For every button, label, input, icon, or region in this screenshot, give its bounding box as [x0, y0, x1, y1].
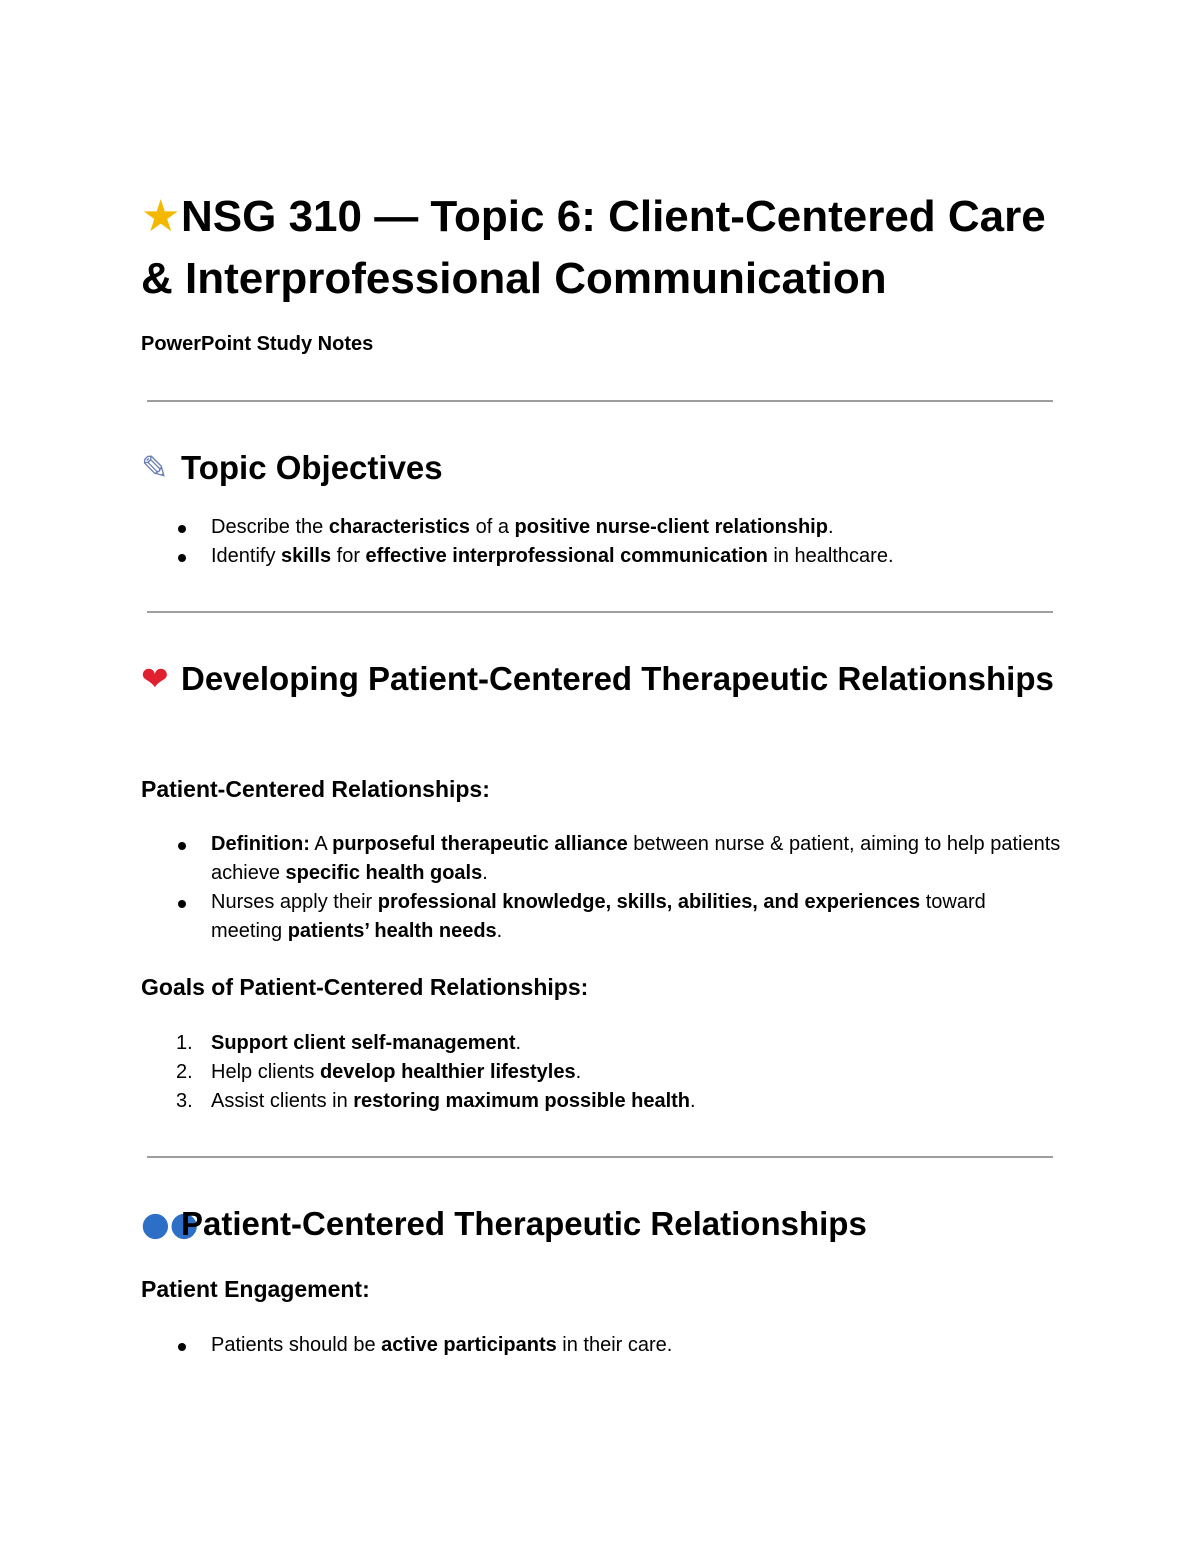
- divider: [147, 1156, 1053, 1158]
- list-item: Nurses apply their professional knowledge, skills, abilities, and experiences toward meeting patients’ health needs.: [141, 888, 1061, 946]
- list-item: 3. Assist clients in restoring maximum possible health.: [176, 1090, 696, 1112]
- memo-icon: ✎: [141, 448, 169, 487]
- objectives-list: [141, 513, 1061, 571]
- list-item: Definition: A purposeful therapeutic alliance between nurse & patient, aiming to help patients achieve specific health goals.: [141, 830, 1061, 888]
- page-title: [141, 186, 1061, 310]
- section-heading-objectives: ✎ Topic Objectives: [141, 446, 1061, 490]
- star-icon: ★: [141, 191, 181, 242]
- page-title-text: NSG 310 — Topic 6: Client-Centered Care & Interprofessional Communication: [141, 192, 1046, 303]
- goals-list: [141, 1029, 1061, 1116]
- section-heading-engagement: ●●Patient-Centered Therapeutic Relationships: [141, 1202, 1061, 1246]
- list-item: Describe the characteristics of a positive nurse-client relationship.: [141, 513, 1061, 542]
- engagement-list: [141, 1331, 1061, 1360]
- subheading-goals: Goals of Patient-Centered Relationships:: [141, 974, 589, 1000]
- subheading-engagement: Patient Engagement:: [141, 1276, 370, 1302]
- divider: [147, 400, 1053, 402]
- list-item: Identify skills for effective interprofessional communication in healthcare.: [141, 542, 1061, 571]
- relationships-list: [141, 830, 1061, 946]
- section-heading-developing: ❤ Developing Patient-Centered Therapeutic Relationships: [141, 657, 1061, 701]
- divider: [147, 611, 1053, 613]
- subheading-relationships: Patient-Centered Relationships:: [141, 776, 490, 802]
- list-item: Patients should be active participants in their care.: [141, 1331, 1061, 1360]
- page-subtitle: PowerPoint Study Notes: [141, 333, 374, 355]
- list-item: 1. Support client self-management.: [176, 1032, 522, 1054]
- people-icon: ●●: [141, 1204, 199, 1243]
- heart-icon: ❤: [141, 659, 169, 698]
- list-item: 2. Help clients develop healthier lifestyles.: [176, 1061, 582, 1083]
